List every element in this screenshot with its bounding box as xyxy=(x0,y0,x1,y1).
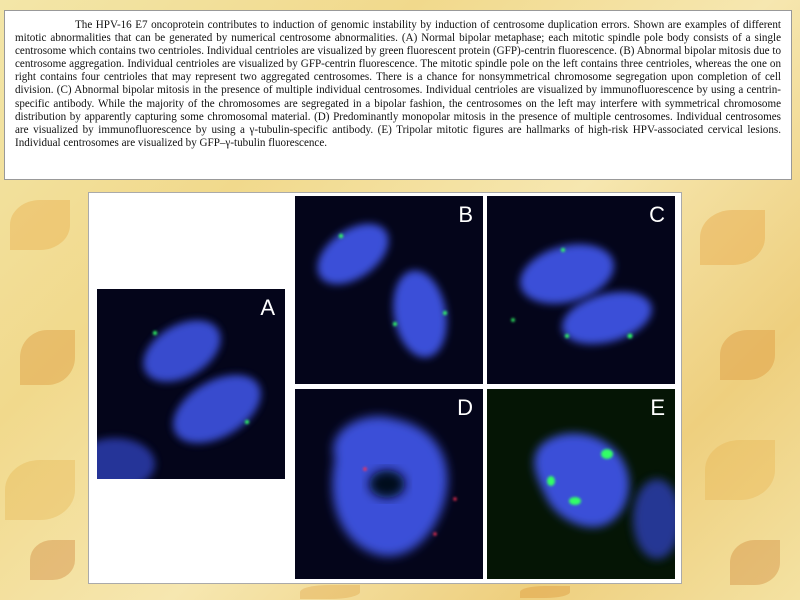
panel-a xyxy=(97,289,285,479)
panel-c-micrograph xyxy=(487,196,675,384)
panel-e-micrograph xyxy=(487,389,675,579)
panel-d-label: D xyxy=(457,395,473,420)
panel-b-label: B xyxy=(458,202,473,227)
panel-b-micrograph xyxy=(295,196,483,384)
panel-c xyxy=(487,196,675,384)
panel-a-micrograph xyxy=(97,289,285,479)
caption-text: The HPV-16 E7 oncoprotein contributes to induction of genomic instability by induction of centrosome duplication errors. Shown are examples of different mitotic abnormalities that can be generated by numerical centrosome abnormalities. (A) Normal bipolar metaphase; each mitotic spindle pole body consists of a single centrosome which contains two centrioles. Individual centrioles are visualized by green fluorescent protein (GFP)-centrin fluorescence. (B) Abnormal bipolar mitosis due to centrosome aggregation. Individual centrioles are visualized by GFP-centrin fluorescence. The mitotic spindle pole on the left contains three centrioles, whereas the one on right contains four centrioles that may represent two aggregated centrosomes. There is a chance for nonsymmetrical chromosome segregation upon completion of cell division. (C) Abnormal bipolar mitosis in the presence of multiple individual centrosomes. Individual centrioles are visualized by immunofluorescence by using a centrin-specific antibody. While the majority of the chromosomes are segregated in a bipolar fashion, the centrosomes on the left may interfere with symmetrical chromosome distribution by apparently capturing some chromosomal material. (D) Predominantly monopolar mitosis in the presence of multiple centrosomes. Individual centrosomes are visualized by immunofluorescence by using a γ-tubulin-specific antibody. (E) Tripolar mitotic figures are hallmarks of high-risk HPV-associated cervical lesions. Individual centrosomes are visualized by GFP–γ-tubulin fluorescence. xyxy=(15,19,781,149)
panel-c-label: C xyxy=(649,202,665,227)
micrograph-figure xyxy=(88,192,682,584)
panel-e xyxy=(487,389,675,579)
panel-b xyxy=(295,196,483,384)
panel-a-label: A xyxy=(260,295,275,320)
panel-d xyxy=(295,389,483,579)
panel-e-label: E xyxy=(650,395,665,420)
figure-caption xyxy=(4,10,792,180)
panel-d-micrograph xyxy=(295,389,483,579)
